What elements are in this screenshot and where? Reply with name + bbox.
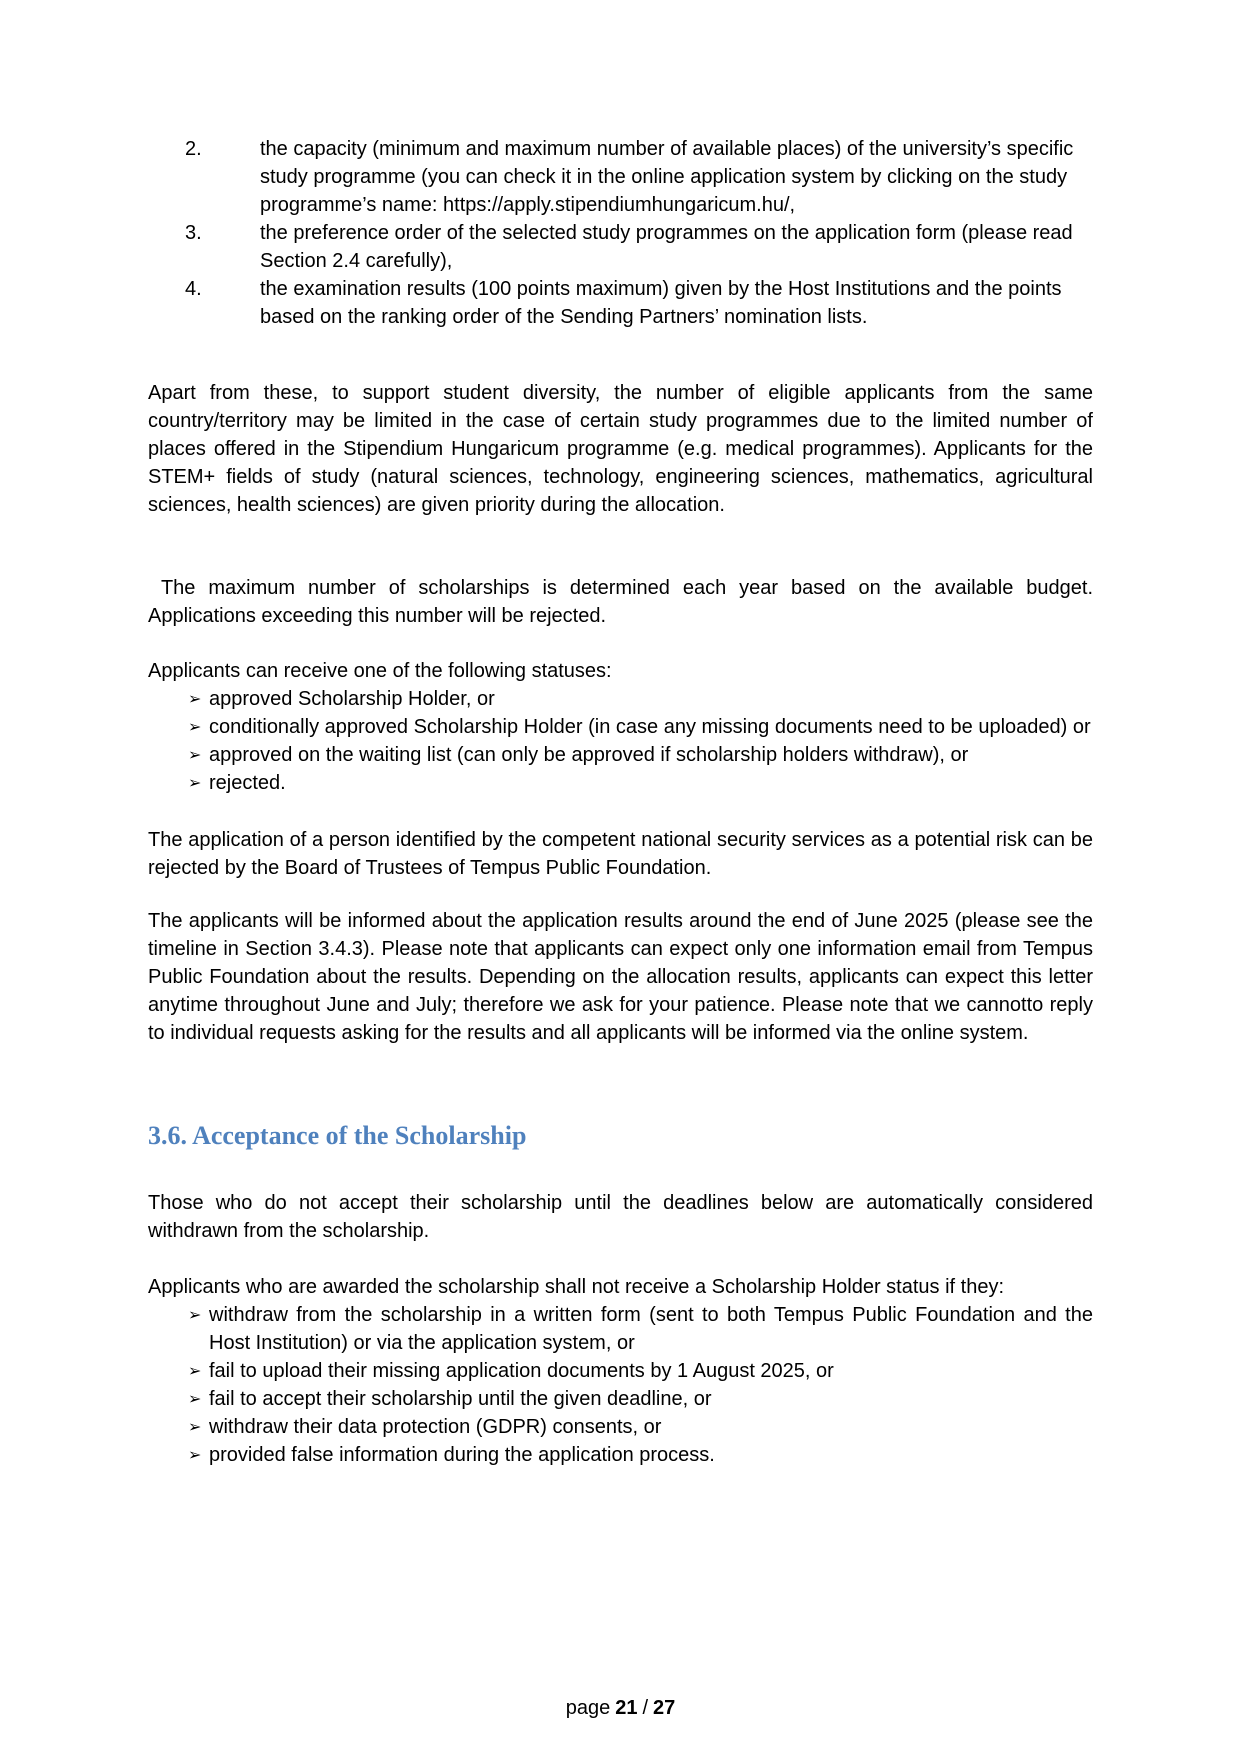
footer-current-page: 21 xyxy=(615,1697,638,1719)
arrow-bullet-icon: ➢ xyxy=(188,717,202,736)
statuses-intro: Applicants can receive one of the following statuses: xyxy=(148,660,612,682)
item-text: provided false information during the application process. xyxy=(209,1444,715,1466)
arrow-bullet-icon: ➢ xyxy=(188,1417,202,1436)
conditions-bullet-list xyxy=(148,1301,1093,1469)
arrow-bullet-icon: ➢ xyxy=(188,773,202,792)
list-item xyxy=(148,1385,1093,1413)
list-item xyxy=(148,713,1093,741)
criteria-numbered-list xyxy=(148,135,1093,331)
list-item xyxy=(148,685,1093,713)
arrow-bullet-icon: ➢ xyxy=(188,1361,202,1380)
footer-separator: / xyxy=(642,1697,649,1719)
item-text: the preference order of the selected study programmes on the application form (please read Section 2.4 carefully), xyxy=(260,222,1073,272)
paragraph-security-rejection: The application of a person identified by the competent national security services as a potential risk can be rejected by the Board of Trustees of Tempus Public Foundation. xyxy=(148,829,1099,879)
paragraph-results-information: The applicants will be informed about the application results around the end of June 2025 (please see the timeline in Section 3.4.3). Please note that applicants can expect only one information email from Tempus Public Foundation about the results. Depending on the allocation results, applicants can expect this letter anytime throughout June and July; therefore we ask for your patience. Please note that we cannotto reply to individual requests asking for the results and all applicants will be informed via the online system. xyxy=(148,910,1099,1044)
item-number: 4. xyxy=(185,278,202,300)
arrow-bullet-icon: ➢ xyxy=(188,689,202,708)
item-text: approved on the waiting list (can only be approved if scholarship holders withdraw), or xyxy=(209,744,969,766)
item-text: approved Scholarship Holder, or xyxy=(209,688,495,710)
item-text: withdraw from the scholarship in a written form (sent to both Tempus Public Foundation and the Host Institution) or via the application system, or xyxy=(209,1304,1093,1354)
item-text: fail to accept their scholarship until the given deadline, or xyxy=(209,1388,712,1410)
arrow-bullet-icon: ➢ xyxy=(188,1305,202,1324)
footer-page-indicator xyxy=(0,1694,1241,1722)
section-heading: 3.6. Acceptance of the Scholarship xyxy=(148,1121,527,1150)
conditions-intro: Applicants who are awarded the scholarship shall not receive a Scholarship Holder status if they: xyxy=(148,1276,1005,1298)
item-number: 3. xyxy=(185,222,202,244)
page-content xyxy=(148,0,1099,1469)
list-item xyxy=(148,135,1093,219)
item-text: conditionally approved Scholarship Holder (in case any missing documents need to be uploaded) or xyxy=(209,716,1091,738)
item-number: 2. xyxy=(185,138,202,160)
paragraph-acceptance-intro: Those who do not accept their scholarship until the deadlines below are automatically considered withdrawn from the scholarship. xyxy=(148,1192,1099,1242)
arrow-bullet-icon: ➢ xyxy=(188,745,202,764)
list-item xyxy=(148,769,1093,797)
item-text: fail to upload their missing application documents by 1 August 2025, or xyxy=(209,1360,834,1382)
list-item xyxy=(148,1357,1093,1385)
list-item xyxy=(148,741,1093,769)
list-item xyxy=(148,1301,1093,1357)
paragraph-student-diversity: Apart from these, to support student diversity, the number of eligible applicants from the same country/territory may be limited in the case of certain study programmes due to the limited number of places offered in the Stipendium Hungaricum programme (e.g. medical programmes). Applicants for the STEM+ fields of study (natural sciences, technology, engineering sciences, mathematics, agricultural sciences, health sciences) are given priority during the allocation. xyxy=(148,382,1099,516)
item-text: the examination results (100 points maximum) given by the Host Institutions and the points based on the ranking order of the Sending Partners’ nomination lists. xyxy=(260,278,1062,328)
paragraph-max-scholarships: The maximum number of scholarships is determined each year based on the available budget. Applications exceeding this number will be rejected. xyxy=(148,577,1098,627)
item-text: rejected. xyxy=(209,772,286,794)
list-item xyxy=(148,1413,1093,1441)
footer-label: page xyxy=(565,1697,611,1719)
item-text: the capacity (minimum and maximum number of available places) of the university’s specific study programme (you can check it in the online application system by clicking on the study programme’s name: https://apply.stipendiumhungaricum.hu/, xyxy=(260,138,1074,216)
status-bullet-list xyxy=(148,685,1093,797)
list-item xyxy=(148,275,1093,331)
arrow-bullet-icon: ➢ xyxy=(188,1445,202,1464)
arrow-bullet-icon: ➢ xyxy=(188,1389,202,1408)
list-item xyxy=(148,219,1093,275)
item-text: withdraw their data protection (GDPR) consents, or xyxy=(209,1416,662,1438)
footer-total-pages: 27 xyxy=(653,1697,676,1719)
list-item xyxy=(148,1441,1093,1469)
